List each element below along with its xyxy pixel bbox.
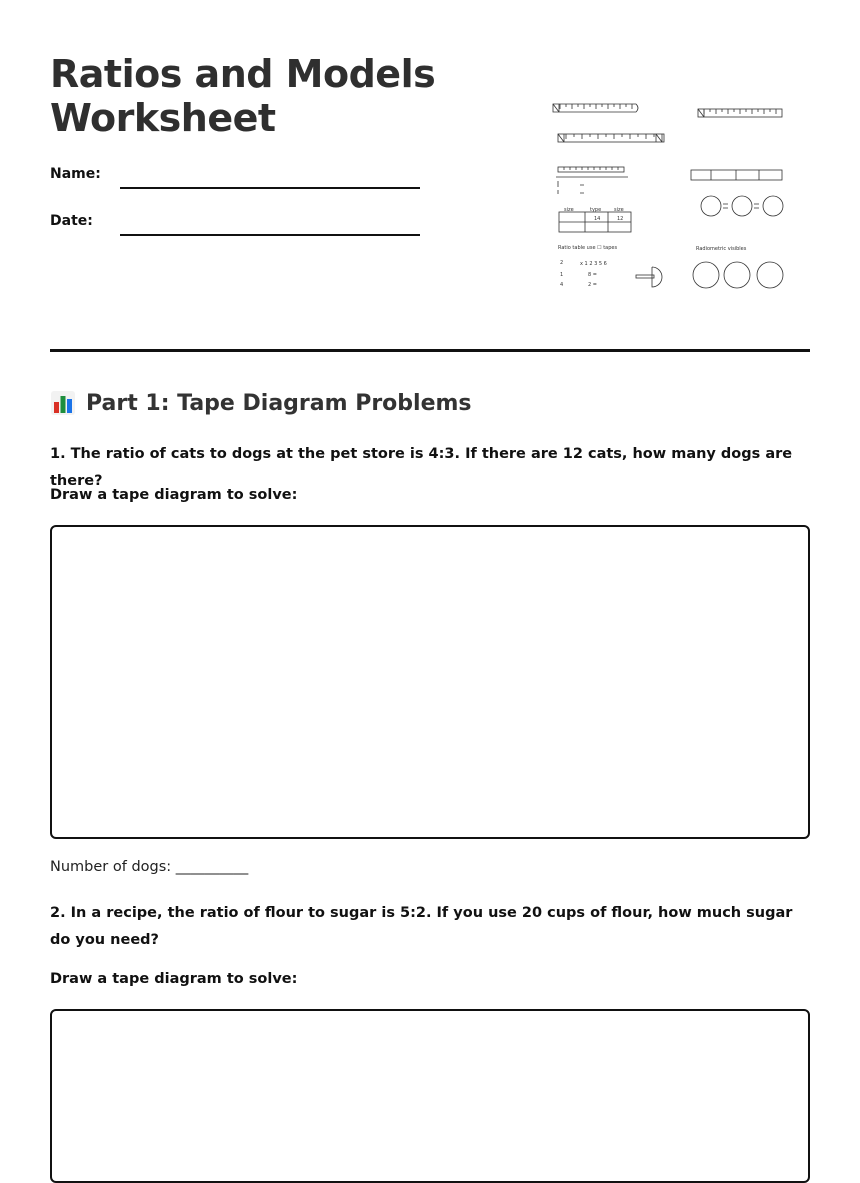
- tape-diagram-area-1[interactable]: [50, 525, 810, 839]
- three-circles-icon: [693, 262, 783, 288]
- table-value: 14: [594, 216, 601, 222]
- name-label: Name:: [50, 166, 101, 182]
- illustration-caption: Ratio table use ☐ tapes: [558, 245, 618, 251]
- tape-bar-icon: [691, 170, 782, 180]
- instruction-1: Draw a tape diagram to solve:: [50, 487, 298, 503]
- tape-diagram-area-2[interactable]: [50, 1009, 810, 1183]
- svg-text:4: 4: [560, 282, 564, 288]
- name-field[interactable]: [120, 187, 420, 189]
- table-header: type: [590, 207, 602, 213]
- answer-line-1: Number of dogs: __________: [50, 859, 249, 875]
- section-title: Part 1: Tape Diagram Problems: [86, 390, 472, 416]
- instruction-2: Draw a tape diagram to solve:: [50, 971, 298, 987]
- svg-text:x 1 2 3 5 6: x 1 2 3 5 6: [580, 261, 607, 267]
- ruler-icon: [558, 134, 664, 142]
- table-header: size: [614, 207, 624, 213]
- ruler-icon: [698, 109, 782, 117]
- table-value: 12: [617, 216, 624, 222]
- header-divider: [50, 349, 810, 352]
- date-field[interactable]: [120, 234, 420, 236]
- tape-ruler-icon: [556, 167, 628, 194]
- question-2: 2. In a recipe, the ratio of flour to sugar is 5:2. If you use 20 cups of flour, how much sugar do you need?: [50, 905, 793, 948]
- section-heading: [50, 390, 472, 416]
- bar-chart-icon: [50, 390, 76, 416]
- protractor-icon: [636, 267, 662, 287]
- page-title: [50, 52, 435, 140]
- ratio-table-icon: [559, 212, 631, 232]
- title-line-2: Worksheet: [50, 96, 276, 140]
- table-header: size: [564, 207, 574, 213]
- equivalent-circles-icon: [701, 196, 783, 216]
- svg-text:1: 1: [560, 272, 564, 278]
- ruler-icon: [553, 104, 638, 112]
- question-1: 1. The ratio of cats to dogs at the pet store is 4:3. If there are 12 cats, how many dogs are there?: [50, 446, 793, 489]
- svg-text:8 =: 8 =: [588, 272, 597, 278]
- ratio-models-illustration: [548, 98, 798, 298]
- illustration-caption: Radiometric visibles: [696, 246, 747, 252]
- date-label: Date:: [50, 213, 93, 229]
- svg-text:2: 2: [560, 260, 564, 266]
- title-line-1: Ratios and Models: [50, 52, 436, 96]
- svg-text:2 =: 2 =: [588, 282, 597, 288]
